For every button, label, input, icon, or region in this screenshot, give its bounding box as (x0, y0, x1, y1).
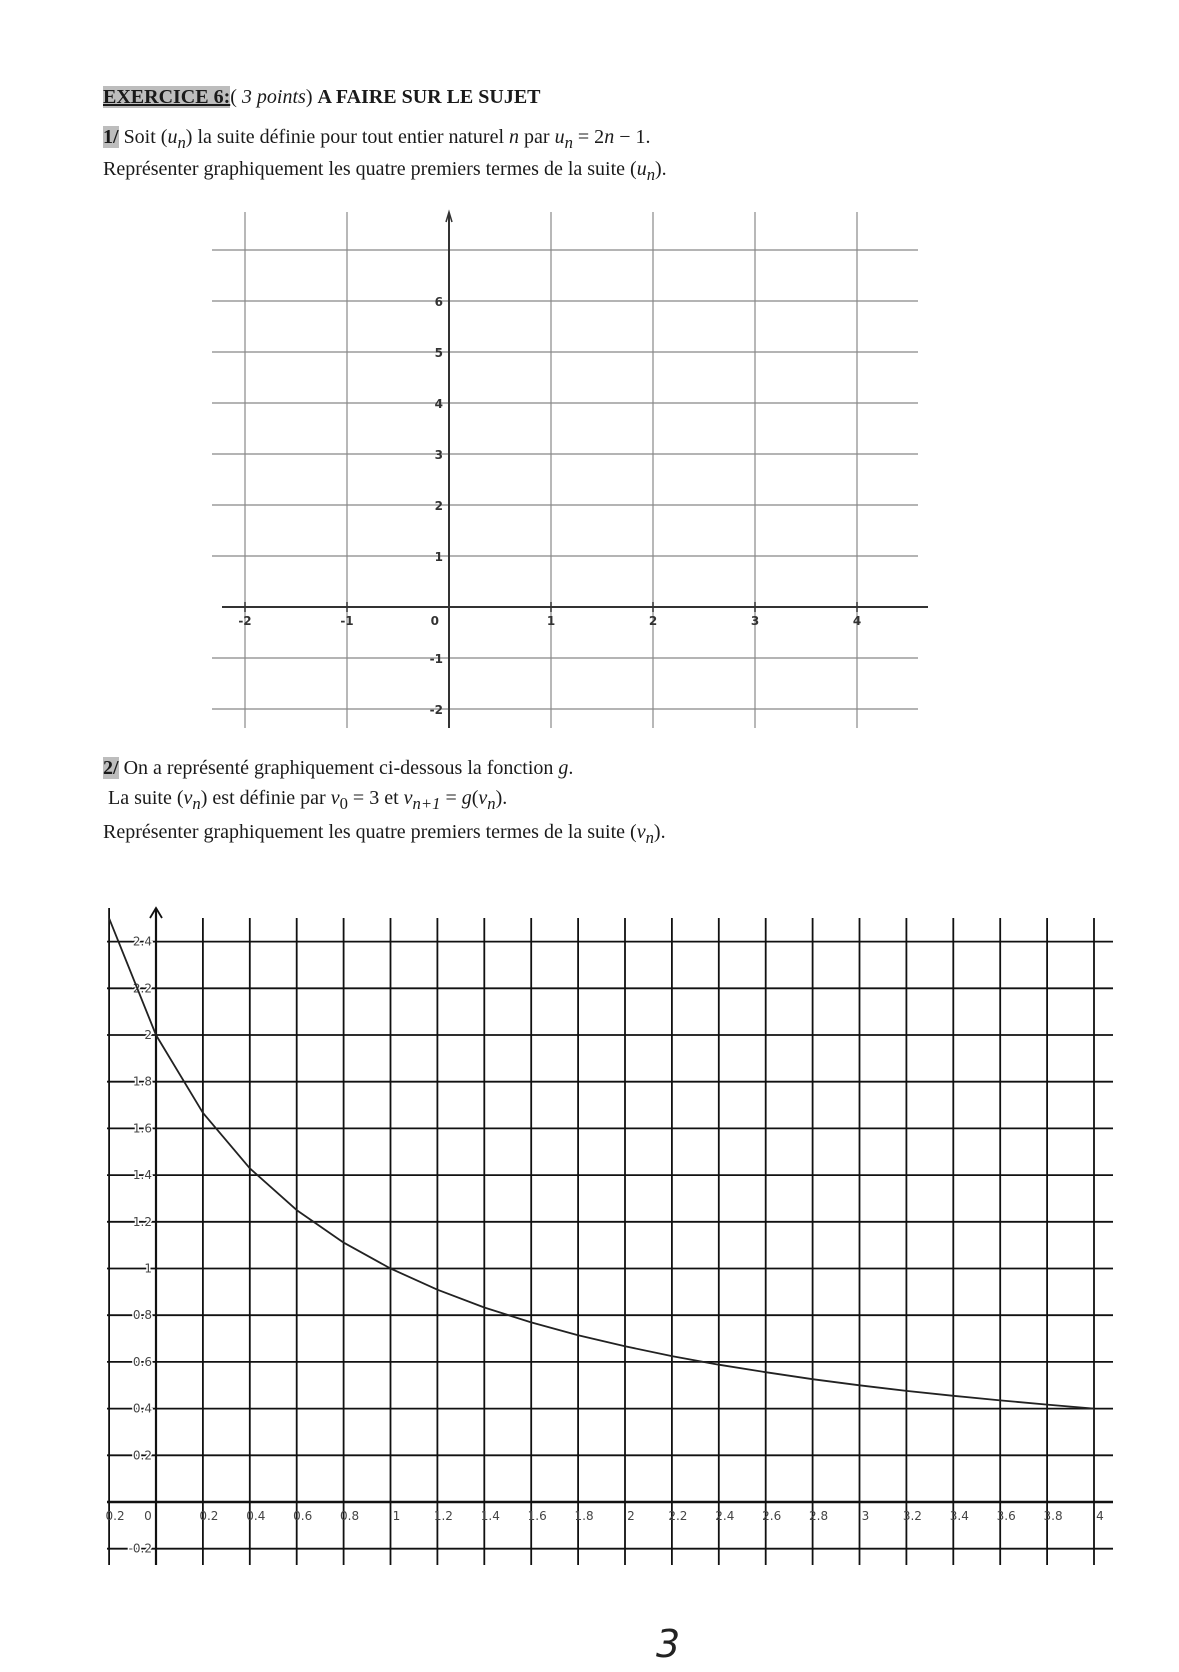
y-tick-label: 1.4 (132, 1168, 152, 1183)
instruction: A FAIRE SUR LE SUJET (317, 86, 541, 108)
text: Soit ( (123, 126, 168, 148)
math: u (636, 158, 647, 180)
x-tick-label: 0 (144, 1509, 152, 1523)
text: = (440, 787, 462, 809)
origin-label: 0 (430, 614, 439, 628)
x-tick-label: 0.8 (340, 1509, 360, 1523)
x-tick-label: 3 (750, 614, 760, 628)
y-tick-label: 1.6 (132, 1121, 152, 1136)
y-tick-label: 2.2 (132, 981, 152, 996)
math: n (192, 794, 201, 813)
text: ). (655, 158, 667, 180)
math: 0 (339, 794, 348, 813)
text: ) est définie par (200, 787, 331, 809)
y-tick-label: 0.4 (132, 1401, 152, 1416)
text: ). (495, 787, 508, 809)
math: v (330, 787, 340, 809)
x-tick-label: 3.2 (902, 1509, 922, 1523)
x-tick-label: 3.4 (949, 1509, 969, 1523)
x-tick-label: 2.8 (809, 1509, 829, 1523)
x-tick-label: 1.2 (433, 1509, 453, 1523)
text: ( (471, 787, 479, 809)
text: = 3 et (347, 787, 404, 809)
text: . (568, 757, 574, 779)
x-tick-label: 2.2 (668, 1509, 688, 1523)
math: g (461, 787, 472, 809)
math: n (509, 126, 520, 148)
x-tick-label: 0.2 (199, 1509, 219, 1523)
math: n (604, 126, 615, 148)
y-tick-label: 1.8 (132, 1074, 152, 1089)
text: ) la suite définie pour tout entier naturel (185, 126, 510, 148)
y-tick-label: 1 (434, 550, 443, 564)
points: 3 points (241, 86, 306, 108)
points-close: ) (305, 86, 313, 108)
x-tick-label: 0.4 (246, 1509, 266, 1523)
y-tick-label: 6 (434, 295, 443, 309)
math: n (564, 133, 573, 152)
y-tick-label: 4 (434, 397, 443, 411)
y-tick-label: 0.2 (132, 1448, 152, 1463)
text: ). (653, 821, 666, 843)
y-tick-label: 2 (434, 499, 443, 513)
math: n (177, 133, 186, 152)
y-tick-label: 5 (434, 346, 443, 360)
text: − 1. (614, 126, 651, 148)
math: v (403, 787, 413, 809)
math: n (487, 794, 496, 813)
x-tick-label: 4 (852, 614, 862, 628)
y-tick-label: 1.2 (132, 1214, 152, 1229)
y-tick-label: 0.6 (132, 1354, 152, 1369)
exercise-label: EXERCICE 6: (103, 86, 231, 108)
text: par (519, 126, 555, 148)
q2-number: 2/ (103, 757, 119, 779)
y-tick-label: 1 (144, 1261, 152, 1276)
x-tick-label: -2 (238, 614, 252, 628)
y-tick-label: -2 (429, 703, 443, 717)
x-tick-label: 2 (627, 1509, 635, 1523)
text: Représenter graphiquement les quatre premiers termes de la suite ( (103, 158, 637, 180)
x-tick-label: 0.6 (293, 1509, 313, 1523)
math: v (183, 787, 193, 809)
y-tick-label: 0.8 (132, 1308, 152, 1323)
points-open: ( (230, 86, 242, 108)
x-tick-label: 1.4 (480, 1509, 500, 1523)
x-tick-label: 1.6 (527, 1509, 547, 1523)
text: Représenter graphiquement les quatre premiers termes de la suite ( (103, 821, 637, 843)
x-tick-label: 2 (648, 614, 658, 628)
math: n (645, 828, 654, 847)
q1-number: 1/ (103, 126, 119, 148)
math: u (554, 126, 565, 148)
x-tick-label: 2.6 (762, 1509, 782, 1523)
x-tick-label: 4 (1096, 1509, 1104, 1523)
x-tick-label: -1 (340, 614, 354, 628)
x-tick-label: 3.8 (1043, 1509, 1063, 1523)
page-number: 3 (656, 1622, 681, 1666)
x-tick-label: 2.4 (715, 1509, 735, 1523)
text: On a représenté graphiquement ci-dessous la fonction (123, 757, 559, 779)
y-tick-label: 2 (144, 1028, 152, 1042)
y-tick-label: -1 (429, 652, 443, 666)
x-tick-label: 1 (546, 614, 556, 628)
x-tick-label: 0.2 (105, 1509, 125, 1523)
text: = 2 (572, 126, 605, 148)
math: u (167, 126, 178, 148)
x-tick-label: 1 (392, 1509, 401, 1523)
x-tick-label: 3 (861, 1509, 870, 1523)
math: v (478, 787, 488, 809)
math: v (636, 821, 646, 843)
math: g (558, 757, 569, 779)
math: n (646, 165, 656, 184)
function-g-curve (109, 918, 1094, 1408)
y-tick-label: -0.2 (128, 1541, 152, 1556)
text: La suite ( (108, 787, 184, 809)
x-tick-label: 3.6 (996, 1509, 1016, 1523)
math: n+1 (412, 794, 441, 813)
x-tick-label: 1.8 (574, 1509, 594, 1523)
y-tick-label: 3 (434, 448, 443, 462)
y-tick-label: 2.4 (132, 934, 152, 949)
